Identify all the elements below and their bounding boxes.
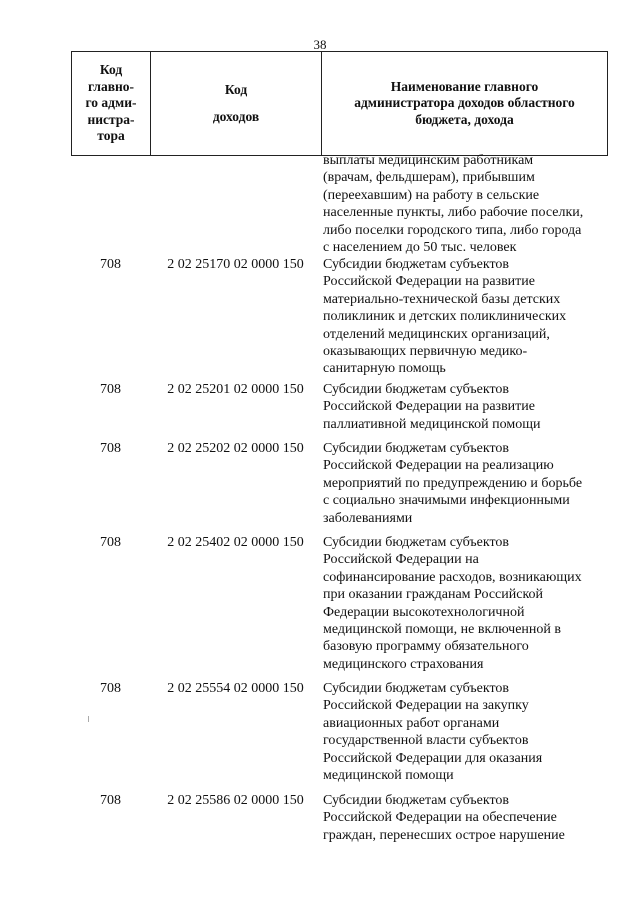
- name-line: поликлиник и детских поликлинических: [323, 309, 567, 325]
- name-line: Федерации высокотехнологичной: [323, 604, 525, 620]
- name-line: оказывающих первичную медико-: [323, 344, 528, 360]
- name-line: Субсидии бюджетам субъектов: [323, 535, 510, 550]
- name-line: паллиативной медицинской помощи: [323, 416, 541, 432]
- header-name: Наименование главного администратора доходов областного бюджета, дохода: [354, 78, 575, 127]
- name-line: государственной власти субъектов: [323, 733, 529, 749]
- name-line: Субсидии бюджетам субъектов: [323, 441, 510, 456]
- income-code: 2 02 25586 02 0000 150: [167, 793, 304, 808]
- header-admin-code: Код главно- го адми- нистра- тора: [72, 52, 151, 155]
- name-line: базовую программу обязательного: [323, 639, 529, 655]
- name-line: Российской Федерации на: [323, 552, 479, 568]
- admin-code: 708: [100, 257, 121, 272]
- name-line: заболеваниями: [323, 510, 413, 526]
- income-code: 2 02 25402 02 0000 150: [167, 535, 304, 550]
- admin-code: 708: [100, 681, 121, 696]
- name-line: либо поселки городского типа, либо города: [323, 222, 582, 238]
- name-line: граждан, перенесших острое нарушение: [323, 827, 565, 843]
- income-name: [323, 440, 613, 527]
- page-number: 38: [313, 37, 327, 52]
- name-line: Российской Федерации на реализацию: [323, 458, 554, 474]
- name-line: Субсидии бюджетам субъектов: [323, 793, 510, 808]
- name-line: Российской Федерации на обеспечение: [323, 810, 557, 826]
- name-line: медицинской помощи: [323, 768, 454, 784]
- header-income-code: Код доходов: [151, 52, 322, 155]
- name-line: Российской Федерации на развитие: [323, 274, 535, 290]
- name-line: Российской Федерации на закупку: [323, 698, 529, 714]
- admin-code: 708: [100, 793, 121, 808]
- name-line: отделений медицинских организаций,: [323, 326, 550, 342]
- income-code: 2 02 25170 02 0000 150: [167, 257, 304, 272]
- name-line: Субсидии бюджетам субъектов: [323, 382, 510, 397]
- name-line: (врачам, фельдшерам), прибывшим: [323, 170, 535, 186]
- income-name: [323, 256, 613, 378]
- name-line: Российской Федерации для оказания: [323, 750, 543, 766]
- income-name: [323, 152, 613, 256]
- admin-code: 708: [100, 441, 121, 456]
- name-line: при оказании гражданам Российской: [323, 587, 544, 603]
- income-code: 2 02 25554 02 0000 150: [167, 681, 304, 696]
- name-line: выплаты медицинским работникам: [323, 153, 534, 168]
- name-line: санитарную помощь: [323, 361, 446, 377]
- name-line: Российской Федерации на развитие: [323, 399, 535, 415]
- admin-code: 708: [100, 382, 121, 397]
- name-line: софинансирование расходов, возникающих: [323, 569, 582, 585]
- income-name: [323, 680, 613, 784]
- name-line: медицинской помощи, не включенной в: [323, 622, 562, 638]
- name-line: мероприятий по предупреждению и борьбе: [323, 475, 583, 491]
- income-name: [323, 381, 613, 433]
- name-line: (переехавшим) на работу в сельские: [323, 187, 540, 203]
- admin-code: 708: [100, 535, 121, 550]
- income-name: [323, 534, 613, 673]
- name-line: населенные пункты, либо рабочие поселки,: [323, 205, 584, 221]
- name-line: авиационных работ органами: [323, 715, 500, 731]
- income-name: [323, 792, 613, 844]
- name-line: материально-технической базы детских: [323, 291, 561, 307]
- scan-mark: [88, 716, 89, 722]
- income-code: 2 02 25201 02 0000 150: [167, 382, 304, 397]
- name-line: Субсидии бюджетам субъектов: [323, 681, 510, 696]
- name-line: с социально значимыми инфекционными: [323, 493, 570, 509]
- name-line: Субсидии бюджетам субъектов: [323, 257, 510, 272]
- name-line: медицинского страхования: [323, 656, 484, 672]
- income-code: 2 02 25202 02 0000 150: [167, 441, 304, 456]
- name-line: с населением до 50 тыс. человек: [323, 240, 517, 256]
- table-header: [71, 51, 608, 156]
